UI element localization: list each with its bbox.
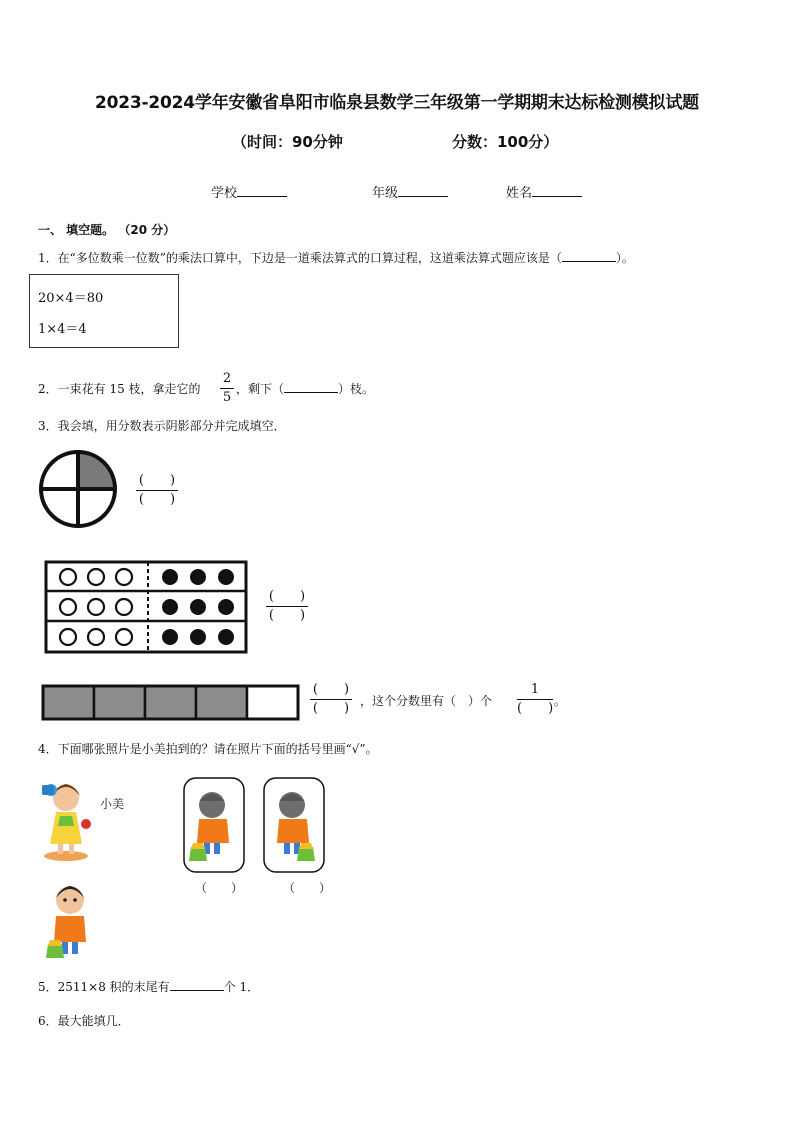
frac-den-blank[interactable]: ( ) — [138, 492, 176, 507]
frac-num-blank[interactable]: ( ) — [312, 682, 350, 697]
q2-text-mid: ，剩下（ — [236, 382, 285, 396]
section-heading: 一、 填空题。 （20 分） — [38, 223, 176, 237]
shadow-ellipse — [44, 851, 88, 861]
empty-segment — [247, 686, 298, 719]
shaded-segment — [196, 686, 247, 719]
face — [56, 886, 84, 914]
filled-circle — [218, 569, 234, 585]
quartered-circle — [38, 449, 118, 529]
hollow-circle — [88, 569, 104, 585]
filled-circle — [190, 599, 206, 615]
q2-frac-num: 2 — [222, 371, 232, 386]
question-4: 4．下面哪张照片是小美拍到的？请在照片下面的括号里画“√”。 — [38, 742, 378, 756]
q1-text-end: ）。 — [615, 251, 634, 265]
filled-circle — [162, 569, 178, 585]
question-6: 6．最大能填几． — [38, 1014, 130, 1028]
q3-bar-fraction[interactable] — [310, 681, 352, 718]
q3-end: 。 — [554, 694, 567, 708]
unit-frac-num: 1 — [530, 682, 540, 697]
calc-line-1: 20×4＝80 — [38, 291, 104, 306]
q5-text: 5．2511×8 积的末尾有 — [38, 980, 170, 994]
question-1 — [38, 249, 634, 267]
unit-fraction — [517, 681, 553, 718]
filled-circle — [162, 629, 178, 645]
school-label: 学校 — [211, 186, 238, 201]
filled-circle — [190, 569, 206, 585]
bag — [81, 819, 91, 829]
calc-box — [29, 274, 179, 348]
hollow-circle — [116, 599, 132, 615]
basket — [46, 944, 64, 958]
hollow-circle — [116, 629, 132, 645]
name-label: 姓名 — [506, 186, 533, 201]
grade-field[interactable] — [372, 182, 448, 201]
hollow-circle — [60, 599, 76, 615]
question-2-rest — [236, 380, 374, 398]
frac-den-blank[interactable]: ( ) — [312, 701, 350, 716]
hollow-circle — [88, 599, 104, 615]
photo-1-answer[interactable]: （ ） — [195, 881, 244, 895]
question-3: 3．我会填，用分数表示阴影部分并完成填空． — [38, 419, 286, 433]
girl-illustration — [38, 772, 94, 864]
photo-2-answer[interactable]: （ ） — [283, 881, 332, 895]
filled-circle — [218, 629, 234, 645]
q2-text-end: ）枝。 — [338, 382, 375, 396]
q2-answer-blank[interactable] — [284, 380, 338, 393]
boy-front-illustration — [44, 878, 96, 960]
circle-grid — [44, 560, 248, 654]
hollow-circle — [116, 569, 132, 585]
q2-text: 2．一束花有 15 枝，拿走它的 — [38, 382, 201, 396]
frac-den-blank[interactable]: ( ) — [268, 608, 306, 623]
hollow-circle — [60, 569, 76, 585]
bar-segments — [43, 686, 298, 719]
q2-fraction — [220, 370, 234, 407]
filled-circle — [218, 599, 234, 615]
orange-shirt — [197, 819, 229, 843]
school-blank[interactable] — [237, 184, 287, 197]
q2-frac-den: 5 — [222, 390, 232, 405]
grade-blank[interactable] — [398, 184, 448, 197]
q1-text: 1．在“多位数乘一位数”的乘法口算中，下边是一道乘法算式的口算过程，这道乘法算式题应该是（ — [38, 251, 562, 265]
basket — [297, 847, 315, 861]
name-blank[interactable] — [532, 184, 582, 197]
page-title: 2023-2024学年安徽省阜阳市临泉县数学三年级第一学期期末达标检测模拟试题 — [95, 93, 699, 113]
filled-circle — [190, 629, 206, 645]
orange-shirt — [54, 916, 86, 942]
shaded-segment — [145, 686, 196, 719]
q3-part3-text: ，这个分数里有（ ）个 — [360, 694, 493, 708]
hollow-circle — [60, 629, 76, 645]
frac-num-blank[interactable]: ( ) — [268, 589, 306, 604]
photo-option-1 — [183, 777, 245, 873]
time-label: （时间：90分钟 — [232, 133, 343, 151]
calc-line-2: 1×4＝4 — [38, 322, 87, 337]
photo-option-2 — [263, 777, 325, 873]
unit-frac-den-blank[interactable]: ( ) — [517, 701, 554, 716]
filled-circle — [162, 599, 178, 615]
orange-shirt — [277, 819, 309, 843]
question-5 — [38, 978, 259, 996]
segmented-bar — [41, 684, 301, 722]
grade-label: 年级 — [372, 186, 399, 201]
girl-name: 小美 — [100, 797, 125, 811]
q3-circle-fraction[interactable] — [136, 472, 178, 509]
basket — [189, 847, 207, 861]
name-field[interactable] — [506, 182, 582, 201]
shaded-segment — [43, 686, 94, 719]
school-field[interactable] — [211, 182, 287, 201]
shaded-segment — [94, 686, 145, 719]
q3-grid-fraction[interactable] — [266, 588, 308, 625]
hollow-circle — [88, 629, 104, 645]
q1-answer-blank[interactable] — [562, 249, 616, 262]
score-label: 分数：100分） — [452, 133, 559, 151]
q5-text-end: 个 1． — [223, 980, 260, 994]
q5-answer-blank[interactable] — [170, 978, 224, 991]
question-2 — [38, 380, 201, 398]
frac-num-blank[interactable]: ( ) — [138, 473, 176, 488]
